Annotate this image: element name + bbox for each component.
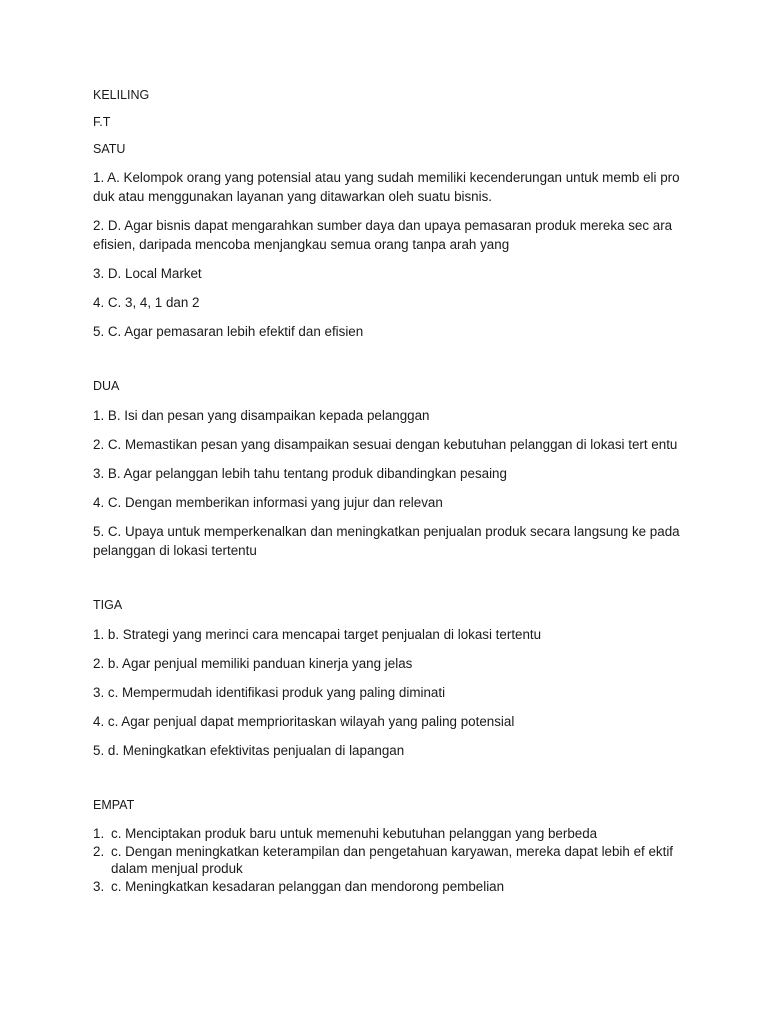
section-spacer (93, 570, 683, 597)
dua-answer-1: 1. B. Isi dan pesan yang disampaikan kepada pelanggan (93, 408, 430, 423)
empat-answer-list (93, 825, 683, 895)
empat-answer-1 (93, 825, 683, 843)
list-text: c. Menciptakan produk baru untuk memenuhi kebutuhan pelanggan yang berbeda (111, 826, 598, 841)
doc-subtitle: F.T (93, 115, 111, 129)
tiga-answer-5: 5. d. Meningkatkan efektivitas penjualan di lapangan (93, 743, 405, 758)
document-body (93, 87, 683, 895)
tiga-answer-3: 3. c. Mempermudah identifikasi produk yang paling diminati (93, 685, 446, 700)
doc-title: KELILING (93, 88, 150, 102)
list-number: 3. (93, 878, 105, 894)
section-spacer (93, 351, 683, 378)
empat-answer-3 (93, 878, 683, 896)
satu-answer-5: 5. C. Agar pemasaran lebih efektif dan efisien (93, 324, 364, 339)
tiga-answer-1: 1. b. Strategi yang merinci cara mencapai target penjualan di lokasi tertentu (93, 627, 542, 642)
list-number: 1. (93, 826, 105, 841)
satu-answer-3: 3. D. Local Market (93, 266, 202, 281)
dua-answer-4: 4. C. Dengan memberikan informasi yang jujur dan relevan (93, 495, 443, 510)
dua-answer-2: 2. C. Memastikan pesan yang disampaikan sesuai dengan kebutuhan pelanggan di lokasi tert entu (93, 437, 678, 452)
section-title-satu: SATU (93, 142, 126, 156)
dua-answer-3: 3. B. Agar pelanggan lebih tahu tentang produk dibandingkan pesaing (93, 466, 507, 481)
satu-answer-4: 4. C. 3, 4, 1 dan 2 (93, 295, 200, 310)
empat-answer-2 (93, 843, 683, 878)
list-text: c. Dengan meningkatkan keterampilan dan pengetahuan karyawan, mereka dapat lebih ef ektif dalam menjual produk (111, 843, 674, 876)
satu-answer-2: 2. D. Agar bisnis dapat mengarahkan sumber daya dan upaya pemasaran produk mereka sec ara efisien, daripada mencoba menjangkau semua orang tanpa arah yang (93, 218, 673, 252)
list-number: 2. (93, 843, 105, 859)
tiga-answer-4: 4. c. Agar penjual dapat memprioritaskan wilayah yang paling potensial (93, 714, 515, 729)
dua-answer-5: 5. C. Upaya untuk memperkenalkan dan meningkatkan penjualan produk secara langsung ke pada pelanggan di lokasi tertentu (93, 524, 680, 558)
section-title-tiga: TIGA (93, 598, 123, 612)
section-title-dua: DUA (93, 379, 120, 393)
section-title-empat: EMPAT (93, 798, 135, 812)
section-spacer (93, 770, 683, 797)
satu-answer-1: 1. A. Kelompok orang yang potensial atau yang sudah memiliki kecenderungan untuk memb eli produk atau menggunakan layanan yang ditawarkan oleh suatu bisnis. (93, 170, 680, 204)
tiga-answer-2: 2. b. Agar penjual memiliki panduan kinerja yang jelas (93, 656, 413, 671)
list-text: c. Meningkatkan kesadaran pelanggan dan mendorong pembelian (111, 878, 505, 894)
